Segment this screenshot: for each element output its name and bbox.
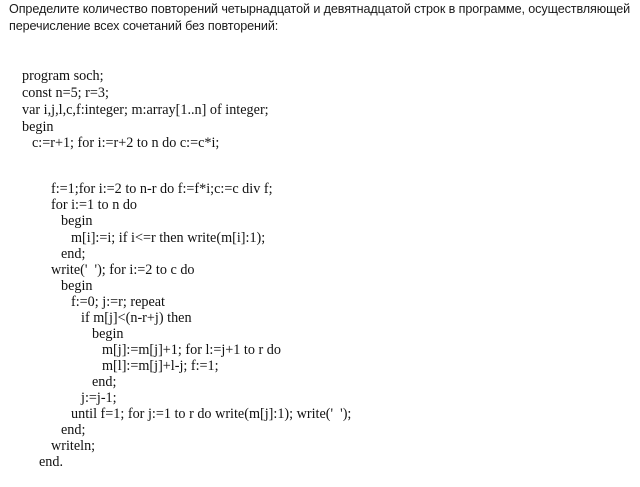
question-line-1: Определите количество повторений четырнадцатой и девятнадцатой строк в программе, осуществляющей <box>9 2 631 16</box>
code-line-4: begin <box>22 119 54 135</box>
code-line-17: m[l]:=m[j]+l-j; f:=1; <box>102 358 219 374</box>
code-line-9: m[i]:=i; if i<=r then write(m[i]:1); <box>71 230 266 246</box>
code-line-11: write(' '); for i:=2 to c do <box>51 262 195 278</box>
code-line-10: end; <box>61 246 86 262</box>
code-line-12: begin <box>61 278 93 294</box>
code-line-22: writeln; <box>51 438 96 454</box>
code-line-21: end; <box>61 422 86 438</box>
code-line-19: j:=j-1; <box>81 390 117 406</box>
code-line-13: f:=0; j:=r; repeat <box>71 294 165 310</box>
code-line-5: c:=r+1; for i:=r+2 to n do c:=c*i; <box>32 135 220 151</box>
code-line-1: program soch; <box>22 68 104 84</box>
code-line-18: end; <box>92 374 117 390</box>
question-line-2: перечисление всех сочетаний без повторений: <box>9 18 279 33</box>
code-line-16: m[j]:=m[j]+1; for l:=j+1 to r do <box>102 342 281 358</box>
code-line-3: var i,j,l,c,f:integer; m:array[1..n] of integer; <box>22 102 269 118</box>
code-line-14: if m[j]<(n-r+j) then <box>81 310 192 326</box>
code-line-6: f:=1;for i:=2 to n-r do f:=f*i;c:=c div f; <box>51 181 273 197</box>
question-text <box>9 1 637 34</box>
code-line-23: end. <box>39 454 64 470</box>
code-line-15: begin <box>92 326 124 342</box>
code-line-8: begin <box>61 213 93 229</box>
code-line-7: for i:=1 to n do <box>51 197 138 213</box>
code-line-2: const n=5; r=3; <box>22 85 109 101</box>
code-line-20: until f=1; for j:=1 to r do write(m[j]:1); write(' '); <box>71 406 352 422</box>
